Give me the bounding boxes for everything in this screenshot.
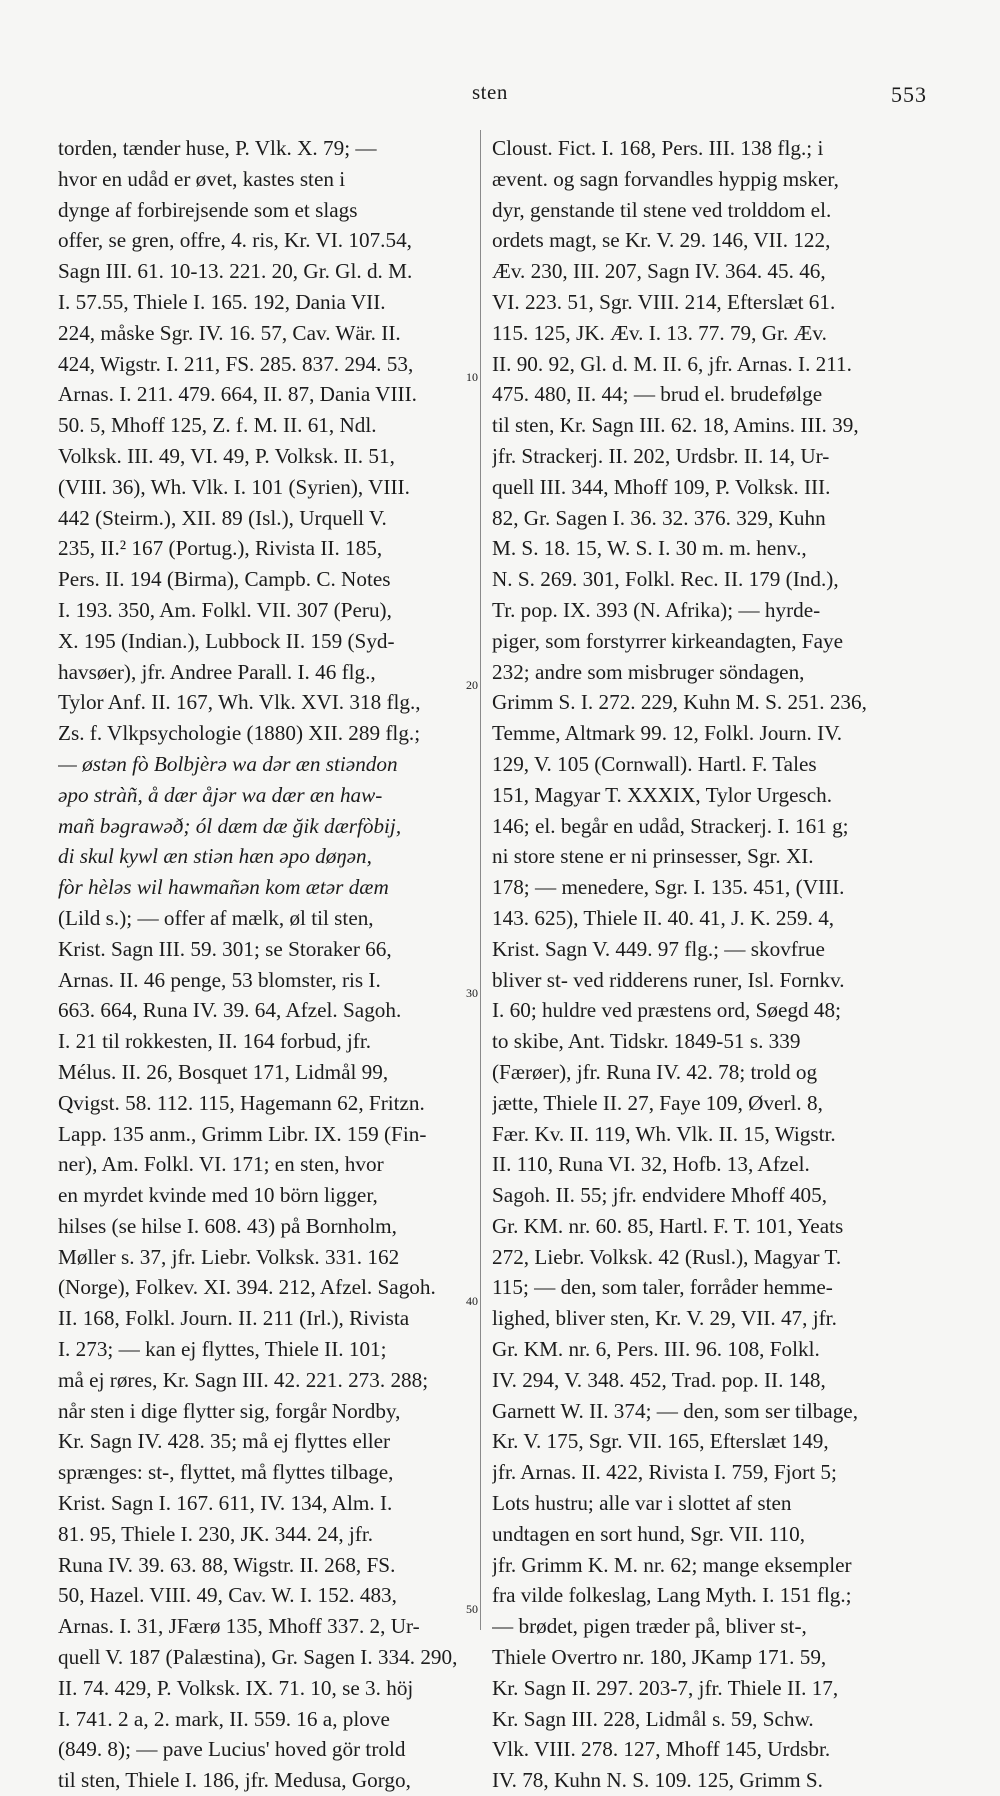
text-line: undtagen en sort hund, Sgr. VII. 110, <box>492 1521 806 1546</box>
text-line: må ej røres, Kr. Sagn III. 42. 221. 273. 288; <box>58 1367 429 1392</box>
text-line: — brødet, pigen træder på, bliver st-, <box>492 1614 807 1639</box>
text-line: II. 110, Runa VI. 32, Hofb. 13, Afzel. <box>492 1152 810 1177</box>
text-line: to skibe, Ant. Tidskr. 1849-51 s. 339 <box>492 1029 801 1054</box>
text-line: di skul kywl æn stiən hæn əpo døŋən, <box>58 844 372 869</box>
column-divider <box>480 130 481 1630</box>
text-line: hilses (se hilse I. 608. 43) på Bornholm, <box>58 1213 397 1238</box>
text-line: ævent. og sagn forvandles hyppig msker, <box>492 166 839 191</box>
text-line: dyr, genstande til stene ved trolddom el. <box>492 197 832 222</box>
text-line: I. 193. 350, Am. Folkl. VII. 307 (Peru), <box>58 597 392 622</box>
text-line: — østən fò Bolbjèrə wa dər æn stiəndon <box>58 751 398 776</box>
text-line: 146; el. begår en udåd, Strackerj. I. 161 g; <box>492 813 849 838</box>
text-line: Sagoh. II. 55; jfr. endvidere Mhoff 405, <box>492 1183 828 1208</box>
text-line: til sten, Kr. Sagn III. 62. 18, Amins. III. 39, <box>492 413 859 438</box>
text-line: Arnas. I. 31, JFærø 135, Mhoff 337. 2, Ur- <box>58 1614 420 1639</box>
text-line: Kr. Sagn III. 228, Lidmål s. 59, Schw. <box>492 1706 814 1731</box>
text-line: I. 273; — kan ej flyttes, Thiele II. 101; <box>58 1337 387 1362</box>
text-line: 442 (Steirm.), XII. 89 (Isl.), Urquell V. <box>58 505 387 530</box>
text-line: Grimm S. I. 272. 229, Kuhn M. S. 251. 236, <box>492 690 867 715</box>
text-line: IV. 78, Kuhn N. S. 109. 125, Grimm S. <box>492 1768 823 1793</box>
text-line: jfr. Strackerj. II. 202, Urdsbr. II. 14, Ur- <box>492 443 830 468</box>
text-line: når sten i dige flytter sig, forgår Nordby, <box>58 1398 401 1423</box>
text-line: fòr hèləs wil hawmañən kom ætər dæm <box>58 875 389 900</box>
text-line: Gr. KM. nr. 60. 85, Hartl. F. T. 101, Yeats <box>492 1213 844 1238</box>
text-line: II. 74. 429, P. Volksk. IX. 71. 10, se 3. höj <box>58 1675 414 1700</box>
text-line: Tylor Anf. II. 167, Wh. Vlk. XVI. 318 flg., <box>58 690 421 715</box>
text-line: Arnas. I. 211. 479. 664, II. 87, Dania VIII. <box>58 382 417 407</box>
line-number: 10 <box>466 370 478 384</box>
text-line: hvor en udåd er øvet, kastes sten i <box>58 166 346 191</box>
line-number: 40 <box>466 1294 478 1308</box>
running-title: sten <box>472 80 508 104</box>
text-line: əpo stràñ, å dær åjər wa dær æn haw- <box>58 782 383 807</box>
text-line: (849. 8); — pave Lucius' hoved gör trold <box>58 1737 406 1762</box>
text-line: dynge af forbirejsende som et slags <box>58 197 358 222</box>
text-line: (VIII. 36), Wh. Vlk. I. 101 (Syrien), VIII. <box>58 474 410 499</box>
line-number: 50 <box>466 1602 478 1616</box>
right-column <box>492 133 952 1796</box>
text-line: Fær. Kv. II. 119, Wh. Vlk. II. 15, Wigstr. <box>492 1121 836 1146</box>
left-column <box>58 133 470 1796</box>
text-line: fra vilde folkeslag, Lang Myth. I. 151 flg.; <box>492 1583 852 1608</box>
text-line: 178; — menedere, Sgr. I. 135. 451, (VIII. <box>492 875 845 900</box>
text-line: Mélus. II. 26, Bosquet 171, Lidmål 99, <box>58 1059 389 1084</box>
text-line: en myrdet kvinde med 10 börn ligger, <box>58 1183 378 1208</box>
text-line: piger, som forstyrrer kirkeandagten, Faye <box>492 628 843 653</box>
text-line: jætte, Thiele II. 27, Faye 109, Øverl. 8, <box>492 1090 823 1115</box>
text-line: Kr. V. 175, Sgr. VII. 165, Efterslæt 149, <box>492 1429 829 1454</box>
text-line: M. S. 18. 15, W. S. I. 30 m. m. henv., <box>492 536 807 561</box>
text-line: Pers. II. 194 (Birma), Campb. C. Notes <box>58 567 391 592</box>
text-line: Æv. 230, III. 207, Sagn IV. 364. 45. 46, <box>492 259 826 284</box>
text-line: Lots hustru; alle var i slottet af sten <box>492 1491 792 1516</box>
text-line: 235, II.² 167 (Portug.), Rivista II. 185, <box>58 536 383 561</box>
text-line: havsøer), jfr. Andree Parall. I. 46 flg., <box>58 659 376 684</box>
text-line: 50. 5, Mhoff 125, Z. f. M. II. 61, Ndl. <box>58 413 377 438</box>
text-line: Sagn III. 61. 10-13. 221. 20, Gr. Gl. d. M. <box>58 259 413 284</box>
text-line: offer, se gren, offre, 4. ris, Kr. VI. 107.54, <box>58 228 412 253</box>
text-line: IV. 294, V. 348. 452, Trad. pop. II. 148, <box>492 1367 826 1392</box>
text-line: N. S. 269. 301, Folkl. Rec. II. 179 (Ind.), <box>492 567 839 592</box>
text-line: Thiele Overtro nr. 180, JKamp 171. 59, <box>492 1645 827 1670</box>
text-line: I. 741. 2 a, 2. mark, II. 559. 16 a, plove <box>58 1706 390 1731</box>
text-line: sprænges: st-, flyttet, må flyttes tilbage, <box>58 1460 394 1485</box>
text-line: lighed, bliver sten, Kr. V. 29, VII. 47, jfr. <box>492 1306 837 1331</box>
text-line: jfr. Grimm K. M. nr. 62; mange eksempler <box>492 1552 852 1577</box>
line-number: 30 <box>466 986 478 1000</box>
text-line: 224, måske Sgr. IV. 16. 57, Cav. Wär. II. <box>58 320 401 345</box>
text-line: 50, Hazel. VIII. 49, Cav. W. I. 152. 483, <box>58 1583 397 1608</box>
text-line: II. 90. 92, Gl. d. M. II. 6, jfr. Arnas. I. 211. <box>492 351 852 376</box>
text-line: mañ bəgrawəð; ól dæm dæ ğik dærfòbij, <box>58 813 402 838</box>
text-line: I. 57.55, Thiele I. 165. 192, Dania VII. <box>58 289 386 314</box>
text-line: bliver st- ved ridderens runer, Isl. Fornkv. <box>492 967 845 992</box>
text-line: Qvigst. 58. 112. 115, Hagemann 62, Fritzn. <box>58 1090 425 1115</box>
text-line: jfr. Arnas. II. 422, Rivista I. 759, Fjort 5; <box>492 1460 837 1485</box>
text-line: Krist. Sagn V. 449. 97 flg.; — skovfrue <box>492 936 825 961</box>
text-line: 663. 664, Runa IV. 39. 64, Afzel. Sagoh. <box>58 998 402 1023</box>
text-line: I. 21 til rokkesten, II. 164 forbud, jfr. <box>58 1029 372 1054</box>
text-line: Volksk. III. 49, VI. 49, P. Volksk. II. 51, <box>58 443 395 468</box>
text-line: Krist. Sagn III. 59. 301; se Storaker 66, <box>58 936 392 961</box>
text-line: quell III. 344, Mhoff 109, P. Volksk. III. <box>492 474 831 499</box>
text-line: Garnett W. II. 374; — den, som ser tilbage, <box>492 1398 859 1423</box>
text-line: (Færøer), jfr. Runa IV. 42. 78; trold og <box>492 1059 818 1084</box>
text-line: Cloust. Fict. I. 168, Pers. III. 138 flg.; i <box>492 136 824 160</box>
text-line: Kr. Sagn II. 297. 203-7, jfr. Thiele II. 17, <box>492 1675 839 1700</box>
text-line: (Lild s.); — offer af mælk, øl til sten, <box>58 905 374 930</box>
running-header <box>0 80 1000 108</box>
page-number: 553 <box>891 82 927 107</box>
text-line: II. 168, Folkl. Journ. II. 211 (Irl.), Rivista <box>58 1306 410 1331</box>
text-line: til sten, Thiele I. 186, jfr. Medusa, Gorgo, <box>58 1768 411 1793</box>
text-line: 424, Wigstr. I. 211, FS. 285. 837. 294. 53, <box>58 351 414 376</box>
text-line: 129, V. 105 (Cornwall). Hartl. F. Tales <box>492 751 817 776</box>
text-line: Arnas. II. 46 penge, 53 blomster, ris I. <box>58 967 381 992</box>
text-line: Runa IV. 39. 63. 88, Wigstr. II. 268, FS. <box>58 1552 396 1577</box>
text-line: 475. 480, II. 44; — brud el. brudefølge <box>492 382 823 407</box>
text-line: X. 195 (Indian.), Lubbock II. 159 (Syd- <box>58 628 395 653</box>
text-line: 143. 625), Thiele II. 40. 41, J. K. 259. 4, <box>492 905 835 930</box>
text-line: Kr. Sagn IV. 428. 35; må ej flyttes eller <box>58 1429 391 1454</box>
text-line: Krist. Sagn I. 167. 611, IV. 134, Alm. I. <box>58 1491 393 1516</box>
text-line: Temme, Altmark 99. 12, Folkl. Journ. IV. <box>492 721 843 746</box>
text-line: 115. 125, JK. Æv. I. 13. 77. 79, Gr. Æv. <box>492 320 827 345</box>
text-line: torden, tænder huse, P. Vlk. X. 79; — <box>58 136 377 160</box>
text-line: 115; — den, som taler, forråder hemme- <box>492 1275 833 1300</box>
text-line: 82, Gr. Sagen I. 36. 32. 376. 329, Kuhn <box>492 505 826 530</box>
text-line: 81. 95, Thiele I. 230, JK. 344. 24, jfr. <box>58 1521 374 1546</box>
text-line: Gr. KM. nr. 6, Pers. III. 96. 108, Folkl. <box>492 1337 820 1362</box>
text-line: I. 60; huldre ved præstens ord, Søegd 48; <box>492 998 841 1023</box>
text-line: 232; andre som misbruger söndagen, <box>492 659 805 684</box>
text-line: ni store stene er ni prinsesser, Sgr. XI. <box>492 844 814 869</box>
text-line: VI. 223. 51, Sgr. VIII. 214, Efterslæt 61. <box>492 289 836 314</box>
line-number: 20 <box>466 678 478 692</box>
text-line: Møller s. 37, jfr. Liebr. Volksk. 331. 162 <box>58 1244 400 1269</box>
text-line: ordets magt, se Kr. V. 29. 146, VII. 122, <box>492 228 831 253</box>
text-line: ner), Am. Folkl. VI. 171; en sten, hvor <box>58 1152 384 1177</box>
text-line: Zs. f. Vlkpsychologie (1880) XII. 289 flg.; <box>58 721 421 746</box>
text-line: (Norge), Folkev. XI. 394. 212, Afzel. Sagoh. <box>58 1275 436 1300</box>
text-line: Tr. pop. IX. 393 (N. Afrika); — hyrde- <box>492 597 821 622</box>
text-line: quell V. 187 (Palæstina), Gr. Sagen I. 334. 290, <box>58 1645 458 1670</box>
text-line: Lapp. 135 anm., Grimm Libr. IX. 159 (Fin- <box>58 1121 427 1146</box>
text-line: Vlk. VIII. 278. 127, Mhoff 145, Urdsbr. <box>492 1737 831 1762</box>
text-line: 272, Liebr. Volksk. 42 (Rusl.), Magyar T. <box>492 1244 842 1269</box>
text-line: 151, Magyar T. XXXIX, Tylor Urgesch. <box>492 782 833 807</box>
